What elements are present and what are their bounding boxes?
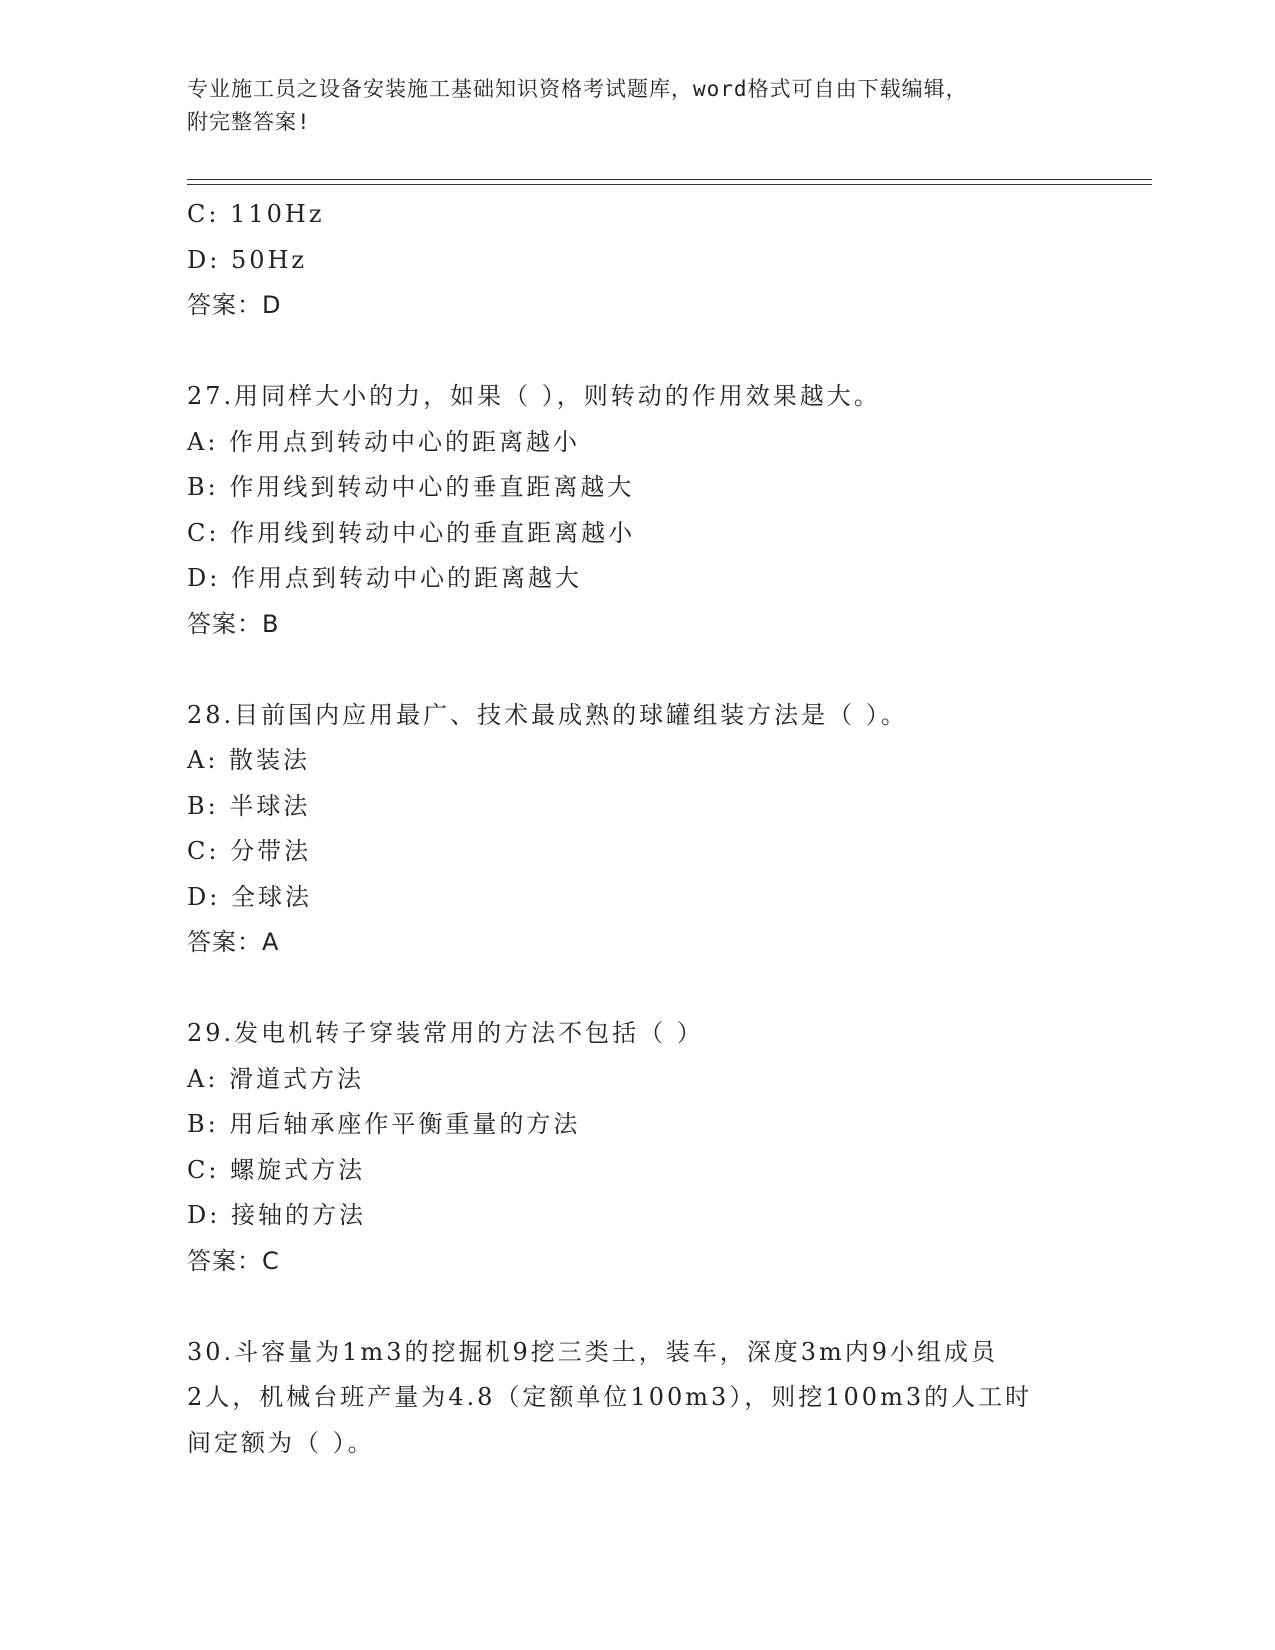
spacer — [187, 647, 1087, 693]
option-a: A: 散装法 — [187, 746, 311, 774]
option-a: A: 滑道式方法 — [187, 1064, 365, 1093]
question-stem: 28.目前国内应用最广、技术最成熟的球罐组装方法是（ ）。 — [187, 700, 908, 729]
answer: 答案：B — [187, 609, 280, 638]
header-divider-top — [187, 179, 1152, 180]
option-b: B: 半球法 — [187, 791, 311, 820]
option-b: B: 用后轴承座作平衡重量的方法 — [187, 1110, 581, 1138]
option-c: C: 螺旋式方法 — [187, 1155, 366, 1184]
option-b: B: 作用线到转动中心的垂直距离越大 — [187, 473, 635, 501]
option-d: D: 50Hz — [187, 245, 308, 274]
document-header — [187, 73, 1087, 139]
option-d: D: 全球法 — [187, 882, 312, 911]
header-line-2: 附完整答案! — [187, 110, 311, 134]
spacer — [187, 966, 1087, 1012]
question-29 — [187, 1011, 1087, 1284]
question-stem-line-2: 2人，机械台班产量为4.8（定额单位100m3），则挖100m3的人工时 — [187, 1383, 1033, 1411]
question-26-tail — [187, 192, 1087, 329]
header-divider-bottom — [187, 184, 1152, 185]
question-28 — [187, 693, 1087, 966]
question-list — [187, 192, 1087, 1466]
option-c: C: 分带法 — [187, 837, 312, 865]
spacer — [187, 1284, 1087, 1330]
question-stem: 27.用同样大小的力，如果（ ），则转动的作用效果越大。 — [187, 382, 881, 410]
question-stem-line-1: 30.斗容量为1m3的挖掘机9挖三类土，装车，深度3m内9小组成员 — [187, 1337, 999, 1366]
answer: 答案：C — [187, 1246, 280, 1275]
question-27 — [187, 374, 1087, 647]
option-c: C: 110Hz — [187, 200, 325, 228]
answer: 答案：D — [187, 291, 282, 319]
option-d: D: 作用点到转动中心的距离越大 — [187, 564, 582, 592]
answer: 答案：A — [187, 928, 280, 956]
option-d: D: 接轴的方法 — [187, 1201, 366, 1229]
option-c: C: 作用线到转动中心的垂直距离越小 — [187, 518, 636, 547]
question-30 — [187, 1330, 1087, 1467]
question-stem-line-3: 间定额为（ ）。 — [187, 1428, 375, 1457]
option-a: A: 作用点到转动中心的距离越小 — [187, 427, 581, 456]
header-line-1: 专业施工员之设备安装施工基础知识资格考试题库，word格式可自由下载编辑， — [187, 77, 968, 101]
question-stem: 29.发电机转子穿装常用的方法不包括（ ） — [187, 1019, 704, 1047]
spacer — [187, 329, 1087, 375]
